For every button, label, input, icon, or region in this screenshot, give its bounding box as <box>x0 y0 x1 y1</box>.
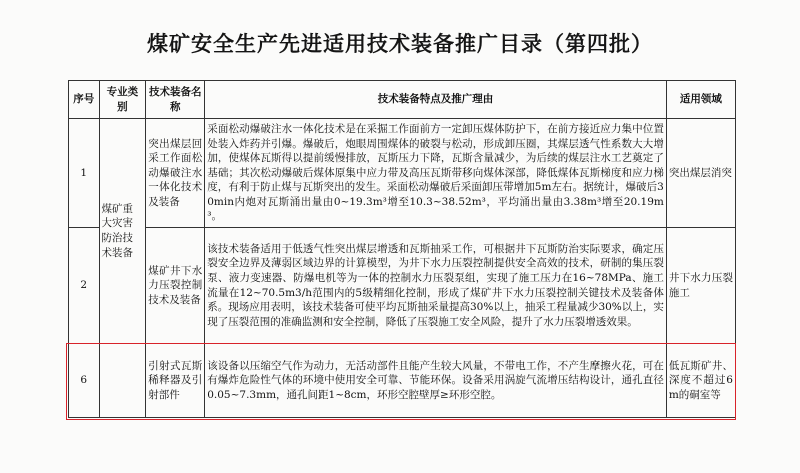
header-no: 序号 <box>69 81 100 119</box>
document-title: 煤矿安全生产先进适用技术装备推广目录（第四批） <box>147 31 653 56</box>
equipment-catalog-table <box>68 80 736 418</box>
table-row <box>69 119 736 228</box>
row-field: 低瓦斯矿井、深度不超过6m的硐室等 <box>666 344 735 418</box>
row-no: 6 <box>69 344 100 418</box>
category-cell-empty <box>99 344 146 418</box>
row-no: 2 <box>69 228 100 344</box>
table-row <box>69 228 736 344</box>
table-row <box>69 344 736 418</box>
header-name: 技术装备名称 <box>146 81 205 119</box>
table-header-row <box>69 81 736 119</box>
row-name: 煤矿井下水力压裂控制技术及装备 <box>146 228 205 344</box>
header-features: 技术装备特点及推广理由 <box>205 81 667 119</box>
row-name: 突出煤层回采工作面松动爆破注水一体化技术及装备 <box>146 119 205 228</box>
category-cell: 煤矿重大灾害防治技术装备 <box>99 119 146 344</box>
row-no: 1 <box>69 119 100 228</box>
row-features: 采面松动爆破注水一体化技术是在采掘工作面前方一定卸压煤体防护下，在前方接近应力集中位置处装入炸药并引爆。爆破后，炮眼周围煤体的破裂与松动，形成卸压圈，其煤层透气性系数大大增加，使煤体瓦斯得以提前缓慢排放，瓦斯压力下降，瓦斯含量减少，为后续的煤层注水工艺奠定了基础；其次松动爆破后煤体原集中应力带及高压瓦斯带移向煤体深部，降低煤体瓦斯梯度和应力梯度，有利于防止煤与瓦斯突出的发生。采面松动爆破后采面卸压带增加5m左右。据统计，爆破后30min内炮对瓦斯涌出量由0~19.3m³增至10.3~38.52m³，平均涌出量由3.38m³增至20.19m³。 <box>205 119 667 228</box>
row-features: 该技术装备适用于低透气性突出煤层增透和瓦斯抽采工作，可根据井下瓦斯防治实际要求，确定压裂安全边界及薄弱区域边界的计算模型，为井下水力压裂控制提供安全高效的技术，研制的集压裂泵、液力变速器、防爆电机等为一体的控制水力压裂泵组，实现了施工压力在16~78MPa、施工流量在12~70.5m3/h范围内的5级精细化控制，形成了煤矿井下水力压裂控制关键技术及装备体系。现场应用表明，该技术装备可使平均瓦斯抽采量提高30%以上，抽采工程量减少30%以上，实现了压裂范围的准确监测和安全控制，降低了压裂施工安全风险，提升了水力压裂增透效果。 <box>205 228 667 344</box>
row-name: 引射式瓦斯稀释器及引射部件 <box>146 344 205 418</box>
header-category: 专业类别 <box>99 81 146 119</box>
header-field: 适用领域 <box>666 81 735 119</box>
row-field: 井下水力压裂施工 <box>666 228 735 344</box>
row-features: 该设备以压缩空气作为动力，无活动部件且能产生较大风量，不带电工作，不产生摩擦火花，可在有爆炸危险性气体的环境中使用安全可靠、节能环保。设备采用涡旋气流增压结构设计，通孔直径0.05~7.3mm，通孔间距1~8cm，环形空腔壁厚≥环形空腔。 <box>205 344 667 418</box>
row-field: 突出煤层消突 <box>666 119 735 228</box>
